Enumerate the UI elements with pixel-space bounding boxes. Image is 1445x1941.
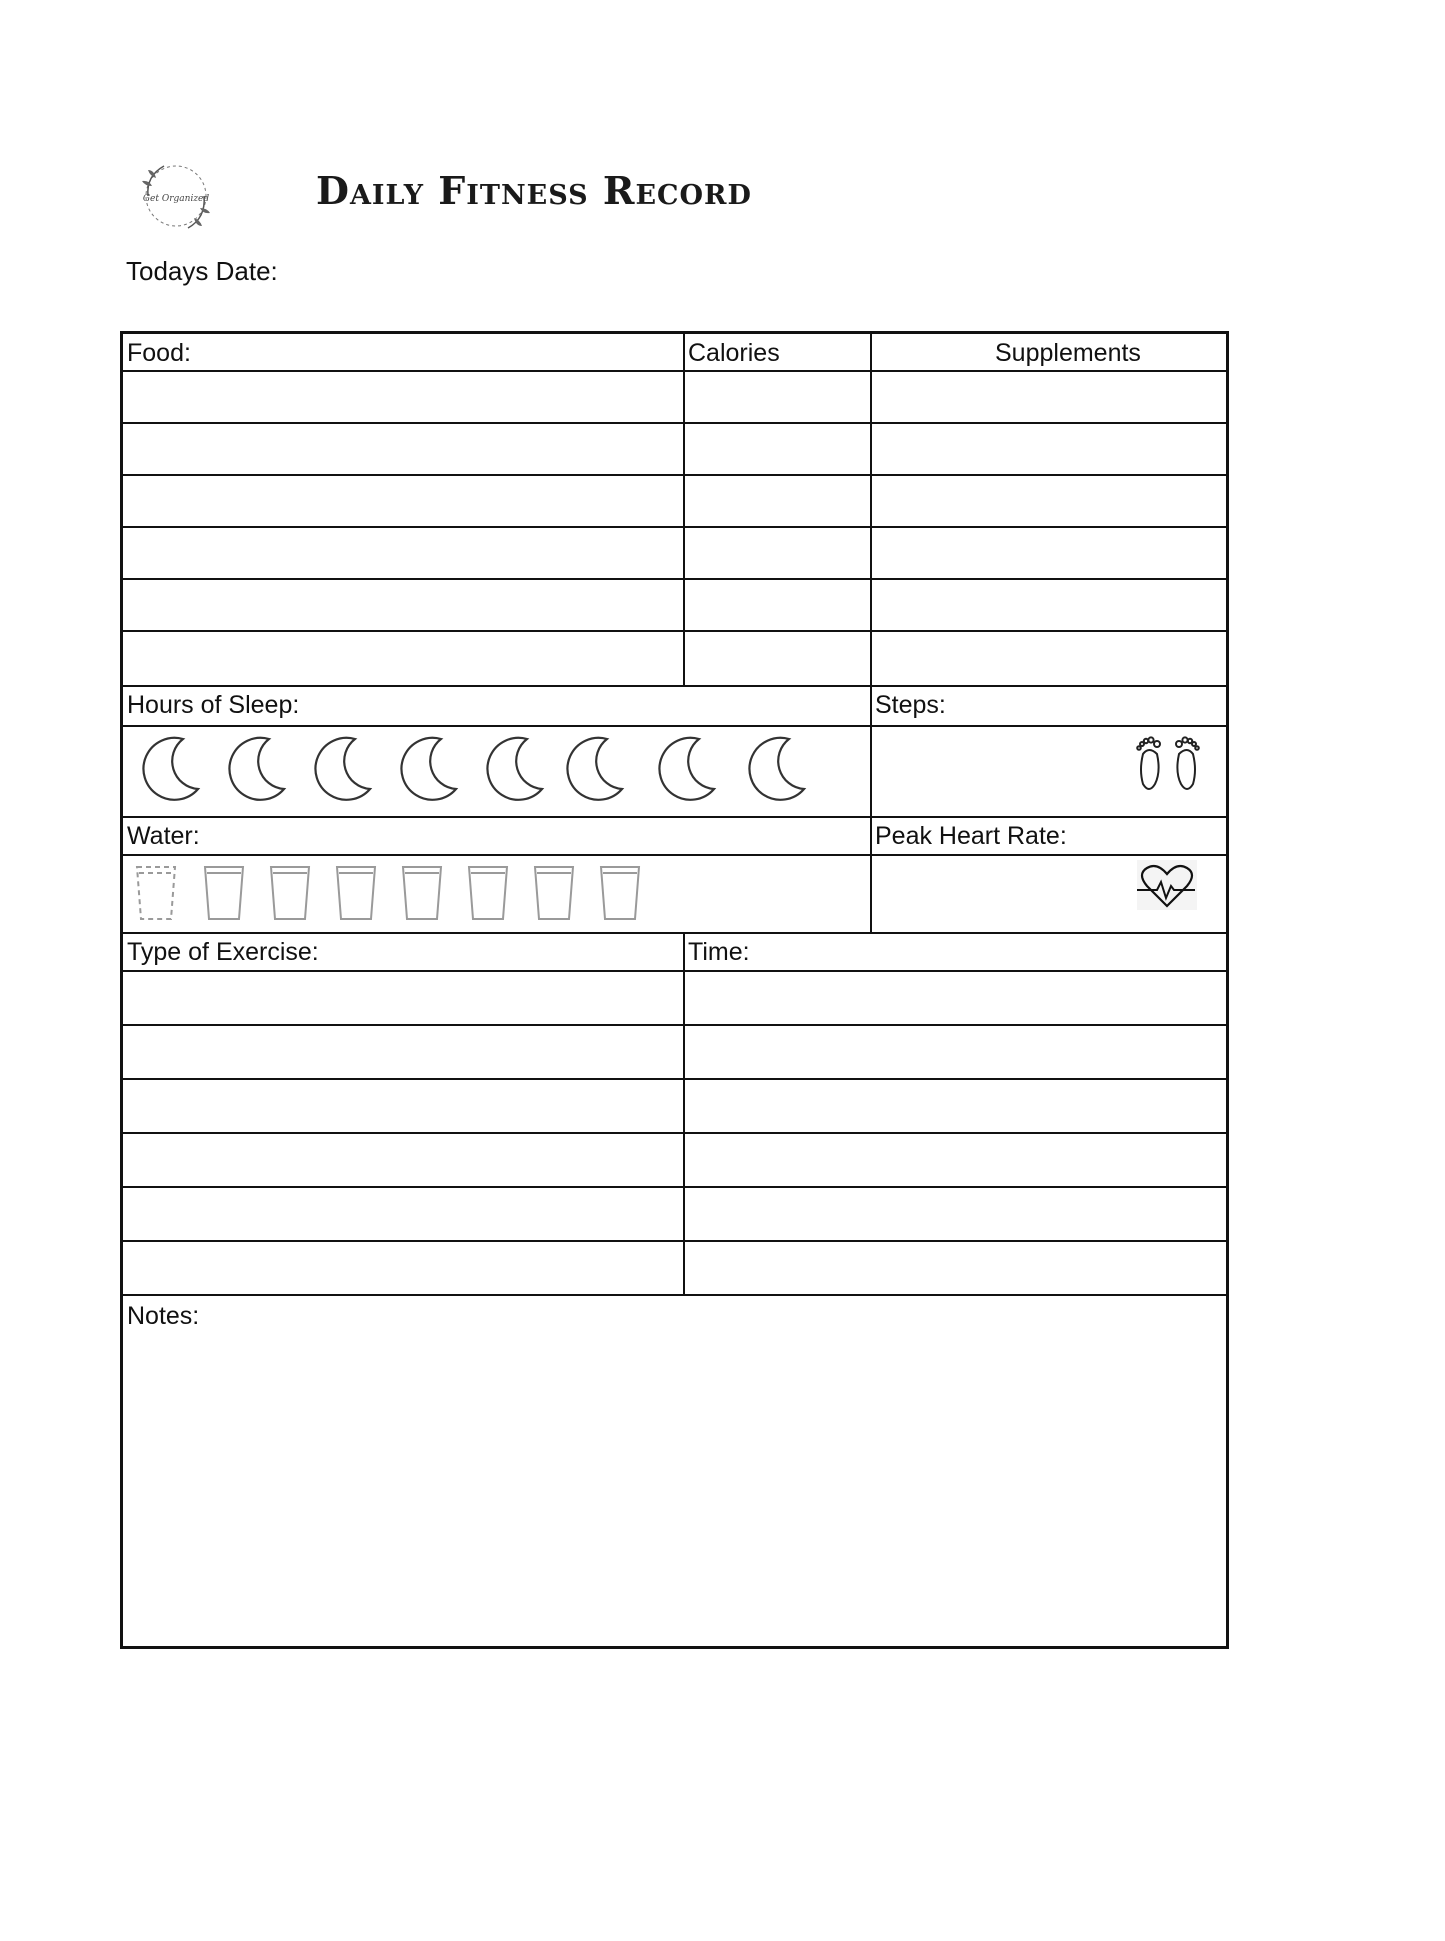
water-glass-icon[interactable] [535, 867, 573, 919]
notes-label: Notes: [127, 1302, 200, 1330]
sleep-label: Hours of Sleep: [127, 691, 300, 719]
fitness-form [120, 331, 1229, 1649]
moon-icon[interactable] [567, 738, 622, 800]
moon-icon[interactable] [487, 738, 542, 800]
water-glass-icon[interactable] [601, 867, 639, 919]
moon-icon[interactable] [749, 738, 804, 800]
calories-label: Calories [688, 339, 780, 367]
heart-rate-label: Peak Heart Rate: [875, 822, 1067, 850]
moon-icon[interactable] [229, 738, 284, 800]
moon-icon[interactable] [659, 738, 714, 800]
heartbeat-icon [1137, 860, 1197, 910]
water-glasses [137, 867, 639, 919]
page-title: Daily Fitness Record [316, 168, 752, 213]
water-glass-icon[interactable] [205, 867, 243, 919]
water-glass-icon[interactable] [469, 867, 507, 919]
moon-icon[interactable] [401, 738, 456, 800]
logo-text: Get Organized [142, 194, 210, 204]
moon-icon[interactable] [315, 738, 370, 800]
water-glass-icon[interactable] [137, 867, 175, 919]
moon-icon[interactable] [143, 738, 198, 800]
tracker-icons [123, 334, 1226, 1646]
water-label: Water: [127, 822, 200, 850]
water-glass-icon[interactable] [271, 867, 309, 919]
supplements-label: Supplements [995, 339, 1141, 367]
exercise-type-label: Type of Exercise: [127, 938, 319, 966]
date-label: Todays Date: [126, 256, 278, 286]
steps-label: Steps: [875, 691, 946, 719]
water-glass-icon[interactable] [337, 867, 375, 919]
time-label: Time: [688, 938, 750, 966]
footprints-icon [1137, 737, 1199, 789]
food-label: Food: [127, 339, 191, 367]
water-glass-icon[interactable] [403, 867, 441, 919]
floral-wreath-logo [134, 156, 218, 236]
